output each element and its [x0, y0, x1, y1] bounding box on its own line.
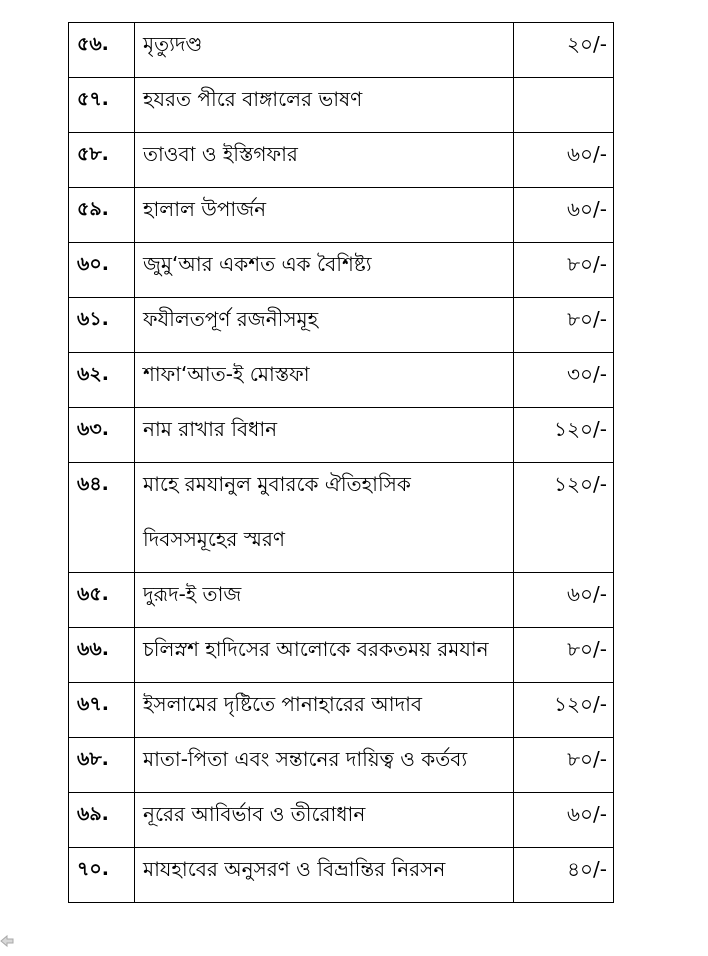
- serial-number-cell: [69, 23, 135, 78]
- book-title-cell: [135, 793, 514, 848]
- price-cell: [514, 683, 614, 738]
- serial-number-cell: [69, 628, 135, 683]
- price: ৬০/-: [567, 197, 607, 221]
- book-title: ইসলামের দৃষ্টিতে পানাহারের আদাব: [143, 692, 423, 716]
- table-row: [69, 243, 614, 298]
- price-cell: [514, 628, 614, 683]
- table-row: [69, 78, 614, 133]
- serial-number-cell: [69, 848, 135, 903]
- serial-number: ৫৯.: [77, 198, 109, 220]
- book-title-cell: [135, 133, 514, 188]
- price: ৬০/-: [567, 142, 607, 166]
- table-row: [69, 298, 614, 353]
- book-title: তাওবা ও ইস্তিগফার: [143, 142, 298, 166]
- book-title: হালাল উপার্জন: [143, 197, 267, 221]
- serial-number: ৫৭.: [77, 88, 109, 110]
- back-arrow-icon[interactable]: [0, 934, 14, 948]
- price: ৮০/-: [567, 637, 607, 661]
- serial-number: ৬৭.: [77, 693, 109, 715]
- book-title-cell: [135, 683, 514, 738]
- book-title-cell: [135, 188, 514, 243]
- serial-number: ৫৮.: [77, 143, 109, 165]
- book-title-cell: [135, 848, 514, 903]
- price: ৩০/-: [567, 362, 607, 386]
- serial-number-cell: [69, 738, 135, 793]
- table-row: [69, 408, 614, 463]
- book-title-cell: [135, 628, 514, 683]
- price: ৮০/-: [567, 307, 607, 331]
- table-row: [69, 353, 614, 408]
- book-title: শাফা‘আত-ই মোস্তফা: [143, 362, 310, 386]
- price-cell: [514, 793, 614, 848]
- serial-number: ৬৮.: [77, 748, 109, 770]
- table-row: [69, 628, 614, 683]
- table-row: [69, 683, 614, 738]
- book-price-table: [68, 22, 614, 903]
- price: ১২০/-: [554, 417, 607, 441]
- table-row: [69, 738, 614, 793]
- table-row: [69, 793, 614, 848]
- price-cell: [514, 573, 614, 628]
- price-cell: [514, 188, 614, 243]
- serial-number-cell: [69, 78, 135, 133]
- serial-number: ৬১.: [77, 308, 109, 330]
- serial-number-cell: [69, 188, 135, 243]
- serial-number-cell: [69, 793, 135, 848]
- book-title-cell: [135, 298, 514, 353]
- book-title: মৃত্যুদণ্ড: [143, 32, 203, 56]
- price-cell: [514, 463, 614, 573]
- book-title: জুমু‘আর একশত এক বৈশিষ্ট্য: [143, 252, 372, 276]
- serial-number: ৬৫.: [77, 583, 109, 605]
- price: ১২০/-: [554, 692, 607, 716]
- serial-number-cell: [69, 298, 135, 353]
- table-row: [69, 133, 614, 188]
- book-title-cell: [135, 353, 514, 408]
- price-cell: [514, 133, 614, 188]
- table-row: [69, 463, 614, 573]
- serial-number-cell: [69, 353, 135, 408]
- price: ৬০/-: [567, 802, 607, 826]
- book-title: দুরূদ-ই তাজ: [143, 582, 242, 606]
- serial-number: ৬৬.: [77, 638, 109, 660]
- serial-number: ৬২.: [77, 363, 109, 385]
- price-cell: [514, 243, 614, 298]
- serial-number-cell: [69, 573, 135, 628]
- price-cell: [514, 353, 614, 408]
- price: ৬০/-: [567, 582, 607, 606]
- serial-number-cell: [69, 133, 135, 188]
- table-row: [69, 848, 614, 903]
- book-title: মাহে রমযানুল মুবারকে ঐতিহাসিক দিবসসমূহের স্মরণ: [143, 472, 411, 551]
- book-title: চলিস্নশ হাদিসের আলোকে বরকতময় রমযান: [143, 637, 489, 661]
- book-title-cell: [135, 78, 514, 133]
- book-title: মাযহাবের অনুসরণ ও বিভ্রান্তির নিরসন: [143, 857, 446, 881]
- serial-number-cell: [69, 408, 135, 463]
- table-row: [69, 188, 614, 243]
- book-title: ফযীলতপূর্ণ রজনীসমূহ: [143, 307, 319, 331]
- price: [514, 78, 613, 87]
- serial-number: ৬৪.: [77, 473, 109, 495]
- book-title: নাম রাখার বিধান: [143, 417, 278, 441]
- table-row: [69, 23, 614, 78]
- book-title-cell: [135, 408, 514, 463]
- serial-number-cell: [69, 243, 135, 298]
- serial-number-cell: [69, 683, 135, 738]
- table-row: [69, 573, 614, 628]
- price-cell: [514, 738, 614, 793]
- book-title: হযরত পীরে বাঙ্গালের ভাষণ: [143, 87, 363, 111]
- serial-number: ৬৯.: [77, 803, 109, 825]
- price-cell: [514, 408, 614, 463]
- serial-number: ৭০.: [77, 858, 109, 880]
- price: ২০/-: [567, 32, 607, 56]
- book-title: নূরের আবির্ভাব ও তীরোধান: [143, 802, 366, 826]
- price: ৪০/-: [567, 857, 607, 881]
- price: ৮০/-: [567, 747, 607, 771]
- book-title-cell: [135, 243, 514, 298]
- price-cell: [514, 298, 614, 353]
- book-title: মাতা-পিতা এবং সন্তানের দায়িত্ব ও কর্তব্য: [143, 747, 468, 771]
- book-title-cell: [135, 573, 514, 628]
- serial-number-cell: [69, 463, 135, 573]
- book-title-cell: [135, 463, 514, 573]
- price-cell: [514, 848, 614, 903]
- price: ৮০/-: [567, 252, 607, 276]
- serial-number: ৫৬.: [77, 33, 109, 55]
- serial-number: ৬০.: [77, 253, 109, 275]
- price-cell: [514, 23, 614, 78]
- serial-number: ৬৩.: [77, 418, 109, 440]
- price-cell: [514, 78, 614, 133]
- price: ১২০/-: [554, 472, 607, 496]
- book-title-cell: [135, 23, 514, 78]
- book-title-cell: [135, 738, 514, 793]
